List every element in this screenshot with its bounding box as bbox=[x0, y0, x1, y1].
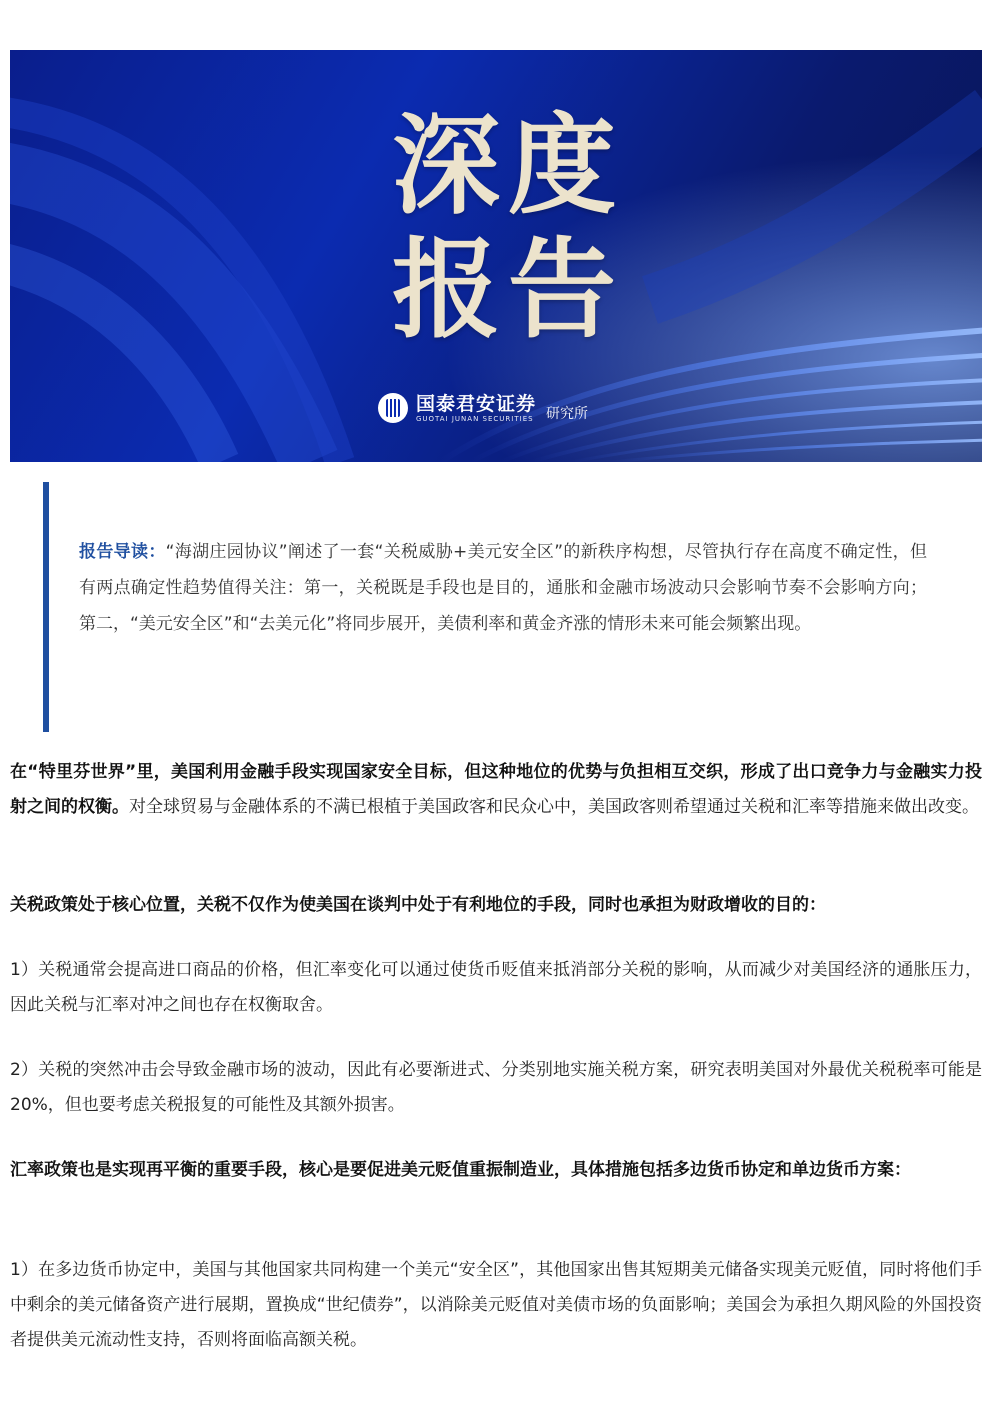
paragraph-5-bold: 汇率政策也是实现再平衡的重要手段，核心是要促进美元贬值重振制造业，具体措施包括多边货币协定和单边货币方案： bbox=[10, 1160, 911, 1180]
paragraph-1-bold: 在“特里芬世界”里，美国利用金融手段实现国家安全目标，但这种地位的优势与负担相互交织，形成了出口竞争力与金融实力投射之间的权衡。 bbox=[10, 762, 982, 817]
intro-body: “海湖庄园协议”阐述了一套“关税威胁+美元安全区”的新秩序构想，尽管执行存在高度不确定性，但有两点确定性趋势值得关注：第一，关税既是手段也是目的，通胀和金融市场波动只会影响节奏不会影响方向；第二，“美元安全区”和“去美元化”将同步展开，美债利率和黄金齐涨的情形未来可能会频繁出现。 bbox=[79, 542, 927, 634]
paragraph-2-bold: 关税政策处于核心位置，关税不仅作为使美国在谈判中处于有利地位的手段，同时也承担为财政增收的目的： bbox=[10, 895, 826, 915]
brand-logo bbox=[378, 390, 588, 426]
brand-name: 国泰君安证券 bbox=[416, 392, 537, 415]
report-banner bbox=[10, 50, 982, 462]
brand-logo-text bbox=[416, 393, 536, 424]
brand-logo-icon bbox=[378, 393, 408, 423]
brand-english-name: GUOTAI JUNAN SECURITIES bbox=[416, 414, 534, 423]
banner-title-line2: 报告 bbox=[392, 227, 625, 353]
intro-accent-bar bbox=[43, 482, 49, 732]
report-intro bbox=[79, 534, 927, 642]
paragraph-5 bbox=[10, 1153, 982, 1188]
paragraph-1 bbox=[10, 755, 982, 825]
paragraph-1-text: 对全球贸易与金融体系的不满已根植于美国政客和民众心中，美国政客则希望通过关税和汇率等措施来做出改变。 bbox=[129, 797, 979, 817]
brand-subtitle: 研究所 bbox=[546, 406, 589, 422]
banner-title-line1: 深度 bbox=[392, 103, 625, 229]
paragraph-2 bbox=[10, 888, 982, 923]
paragraph-4: 2）关税的突然冲击会导致金融市场的波动，因此有必要渐进式、分类别地实施关税方案，研究表明美国对外最优关税税率可能是20%，但也要考虑关税报复的可能性及其额外损害。 bbox=[10, 1060, 982, 1115]
paragraph-3: 1）关税通常会提高进口商品的价格，但汇率变化可以通过使货币贬值来抵消部分关税的影响，从而减少对美国经济的通胀压力，因此关税与汇率对冲之间也存在权衡取舍。 bbox=[10, 960, 982, 1015]
paragraph-6: 1）在多边货币协定中，美国与其他国家共同构建一个美元“安全区”，其他国家出售其短期美元储备实现美元贬值，同时将他们手中剩余的美元储备资产进行展期，置换成“世纪债券”，以消除美元贬值对美债市场的负面影响；美国会为承担久期风险的外国投资者提供美元流动性支持，否则将面临高额关税。 bbox=[10, 1260, 982, 1350]
intro-label: 报告导读： bbox=[79, 542, 166, 562]
